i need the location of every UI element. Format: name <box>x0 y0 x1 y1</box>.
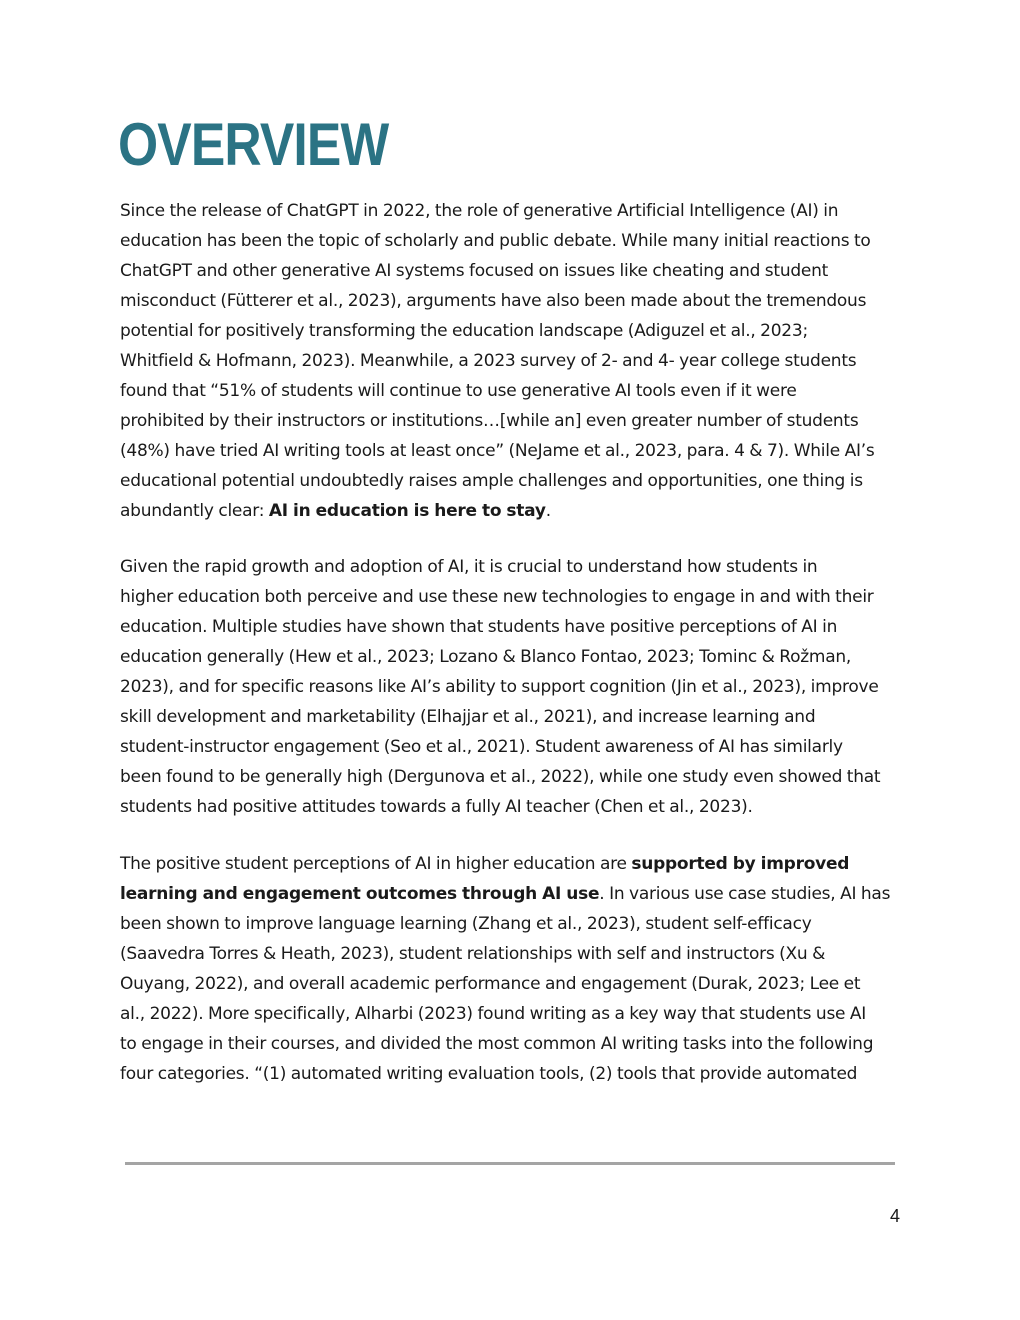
page-number: 4 <box>889 1206 900 1226</box>
emphasis-text: supported by improved <box>631 854 850 874</box>
paragraph-text <box>120 552 910 822</box>
text-line: educational potential undoubtedly raises ample challenges and opportunities, one thing is <box>120 471 863 491</box>
paragraph-1 <box>120 196 910 526</box>
text-line: Whitfield & Hofmann, 2023). Meanwhile, a 2023 survey of 2- and 4- year college students <box>120 351 857 371</box>
footer-divider <box>125 1162 895 1165</box>
text-line: (48%) have tried AI writing tools at least once” (NeJame et al., 2023, para. 4 & 7). While AI’s <box>120 441 875 461</box>
text-line: 2023), and for specific reasons like AI’s ability to support cognition (Jin et al., 2023), improve <box>120 677 879 697</box>
text-line <box>120 496 910 526</box>
text-line: misconduct (Fütterer et al., 2023), arguments have also been made about the tremendous <box>120 291 867 311</box>
text-line: education has been the topic of scholarly and public debate. While many initial reactions to <box>120 231 871 251</box>
page-title: OVERVIEW <box>118 111 389 178</box>
text-line: Ouyang, 2022), and overall academic performance and engagement (Durak, 2023; Lee et <box>120 974 861 994</box>
paragraph-text <box>120 196 910 526</box>
paragraph-text <box>120 849 910 1089</box>
text-line: potential for positively transforming the education landscape (Adiguzel et al., 2023; <box>120 321 808 341</box>
text-run: . In various use case studies, AI has <box>599 884 891 904</box>
text-line: al., 2022). More specifically, Alharbi (2023) found writing as a key way that students use AI <box>120 1004 867 1024</box>
text-line: been shown to improve language learning (Zhang et al., 2023), student self-efficacy <box>120 914 812 934</box>
text-line <box>120 849 910 879</box>
text-line <box>120 879 910 909</box>
text-line: education. Multiple studies have shown that students have positive perceptions of AI in <box>120 617 838 637</box>
text-line: education generally (Hew et al., 2023; Lozano & Blanco Fontao, 2023; Tominc & Rožman, <box>120 647 852 667</box>
text-line: skill development and marketability (Elhajjar et al., 2021), and increase learning and <box>120 707 816 727</box>
emphasis-text: AI in education is here to stay <box>268 501 546 521</box>
text-line: higher education both perceive and use these new technologies to engage in and with their <box>120 587 874 607</box>
emphasis-text: learning and engagement outcomes through AI use <box>120 884 600 904</box>
text-line: ChatGPT and other generative AI systems focused on issues like cheating and student <box>120 261 829 281</box>
text-line: found that “51% of students will continue to use generative AI tools even if it were <box>120 381 797 401</box>
text-run: abundantly clear: <box>120 501 269 521</box>
text-line: four categories. “(1) automated writing evaluation tools, (2) tools that provide automated <box>120 1064 858 1084</box>
paragraph-3 <box>120 849 910 1089</box>
text-line: Given the rapid growth and adoption of AI, it is crucial to understand how students in <box>120 557 818 577</box>
text-line: prohibited by their instructors or institutions…[while an] even greater number of students <box>120 411 859 431</box>
text-line: to engage in their courses, and divided the most common AI writing tasks into the following <box>120 1034 874 1054</box>
text-line: been found to be generally high (Dergunova et al., 2022), while one study even showed that <box>120 767 881 787</box>
text-line: (Saavedra Torres & Heath, 2023), student relationships with self and instructors (Xu & <box>120 944 826 964</box>
text-run: The positive student perceptions of AI in higher education are <box>120 854 632 874</box>
paragraph-2 <box>120 552 910 822</box>
text-line: student-instructor engagement (Seo et al., 2021). Student awareness of AI has similarly <box>120 737 843 757</box>
text-line: Since the release of ChatGPT in 2022, the role of generative Artificial Intelligence (AI) in <box>120 201 839 221</box>
text-run: . <box>545 501 551 521</box>
text-line: students had positive attitudes towards a fully AI teacher (Chen et al., 2023). <box>120 797 753 817</box>
